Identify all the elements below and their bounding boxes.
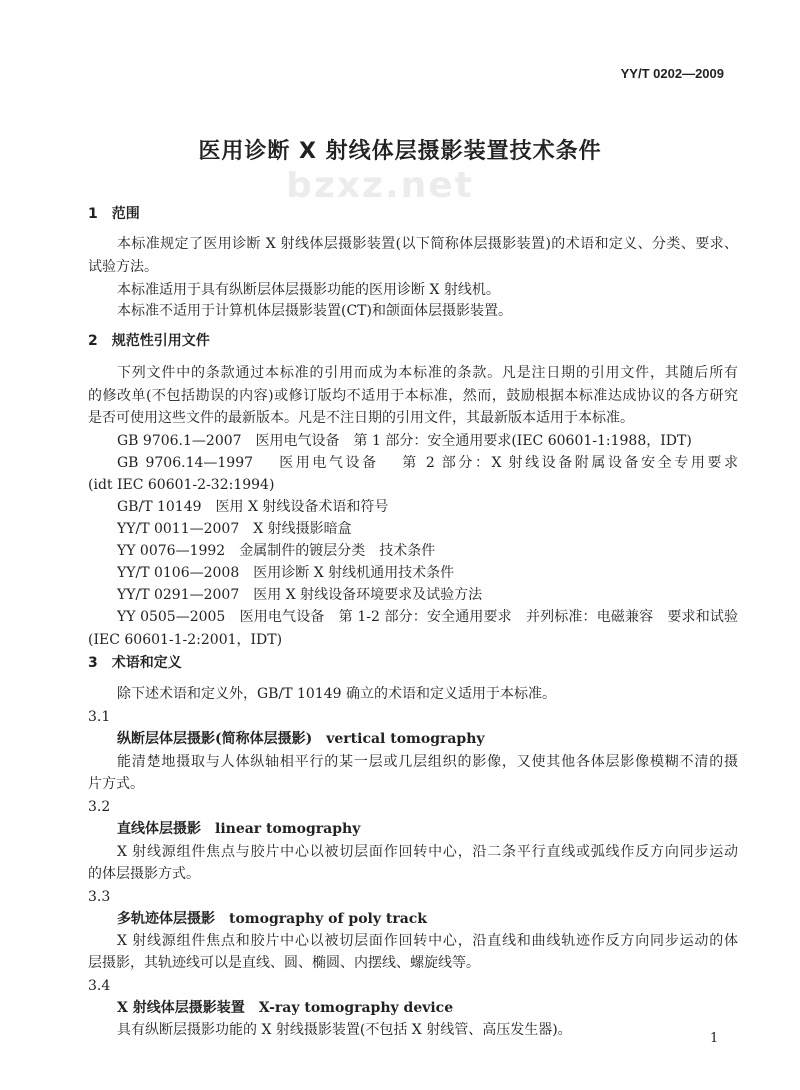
term-definition: X 射线源组件焦点与胶片中心以被切层面作回转中心，沿二条平行直线或弧线作反方向同步运动 <box>117 844 738 860</box>
term-definition: 的体层摄影方式。 <box>88 866 200 882</box>
term-number: 3.3 <box>88 889 111 905</box>
reference-item: YY/T 0291—2007 医用 X 射线设备环境要求及试验方法 <box>117 587 483 603</box>
term-definition: X 射线源组件焦点和胶片中心以被切层面作回转中心，沿直线和曲线轨迹作反方向同步运动的体 <box>117 933 738 949</box>
section-heading-1: 1 范围 <box>88 206 140 222</box>
reference-item: GB 9706.1—2007 医用电气设备 第 1 部分：安全通用要求(IEC 60601-1:1988，IDT) <box>117 433 692 449</box>
paragraph-line: 的修改单(不包括勘误的内容)或修订版均不适用于本标准，然而，鼓励根据本标准达成协议的各方研究 <box>88 388 738 404</box>
section-heading-2: 2 规范性引用文件 <box>88 333 210 349</box>
term-definition: 具有纵断层摄影功能的 X 射线摄影装置(不包括 X 射线管、高压发生器)。 <box>117 1022 572 1038</box>
paragraph-line: 本标准适用于具有纵断层体层摄影功能的医用诊断 X 射线机。 <box>117 282 500 298</box>
reference-item: GB 9706.14—1997 医用电气设备 第 2 部分：X 射线设备附属设备安全专用要求 <box>117 455 738 471</box>
paragraph-line: 下列文件中的条款通过本标准的引用而成为本标准的条款。凡是注日期的引用文件，其随后所有 <box>117 365 738 381</box>
paragraph-line: 除下述术语和定义外，GB/T 10149 确立的术语和定义适用于本标准。 <box>117 686 556 702</box>
watermark-logo: bzxz.net <box>286 171 474 201</box>
reference-item: GB/T 10149 医用 X 射线设备术语和符号 <box>117 499 389 515</box>
standard-number: YY/T 0202—2009 <box>620 66 724 81</box>
paragraph-line: 试验方法。 <box>88 259 158 275</box>
page-title: 医用诊断 X 射线体层摄影装置技术条件 <box>198 139 602 164</box>
term-title: X 射线体层摄影装置 X-ray tomography device <box>117 1000 454 1016</box>
term-number: 3.2 <box>88 799 111 815</box>
reference-item: (IEC 60601-1-2:2001，IDT) <box>88 632 283 648</box>
section-heading-3: 3 术语和定义 <box>88 655 182 671</box>
reference-item: YY 0505—2005 医用电气设备 第 1-2 部分：安全通用要求 并列标准：电磁兼容 要求和试验 <box>117 609 738 625</box>
term-title: 多轨迹体层摄影 tomography of poly track <box>117 911 427 927</box>
reference-item: YY/T 0106—2008 医用诊断 X 射线机通用技术条件 <box>117 565 455 581</box>
paragraph-line: 本标准不适用于计算机体层摄影装置(CT)和颌面体层摄影装置。 <box>117 303 512 319</box>
paragraph-line: 是否可使用这些文件的最新版本。凡是不注日期的引用文件，其最新版本适用于本标准。 <box>88 410 634 426</box>
reference-item: (idt IEC 60601-2-32:1994) <box>88 477 275 493</box>
term-title: 纵断层体层摄影(简称体层摄影) vertical tomography <box>117 731 485 747</box>
term-number: 3.1 <box>88 709 111 725</box>
page-number: 1 <box>710 1031 719 1046</box>
reference-item: YY 0076—1992 金属制件的镀层分类 技术条件 <box>117 543 436 559</box>
reference-item: YY/T 0011—2007 X 射线摄影暗盒 <box>117 521 352 537</box>
term-definition: 能清楚地摄取与人体纵轴相平行的某一层或几层组织的影像，又使其他各体层影像模糊不清的摄 <box>117 754 738 770</box>
term-definition: 片方式。 <box>88 776 144 792</box>
term-definition: 层摄影，其轨迹线可以是直线、圆、椭圆、内摆线、螺旋线等。 <box>88 955 480 971</box>
paragraph-line: 本标准规定了医用诊断 X 射线体层摄影装置(以下简称体层摄影装置)的术语和定义、分类、要求、 <box>117 236 738 252</box>
term-title: 直线体层摄影 linear tomography <box>117 821 361 837</box>
term-number: 3.4 <box>88 978 111 994</box>
